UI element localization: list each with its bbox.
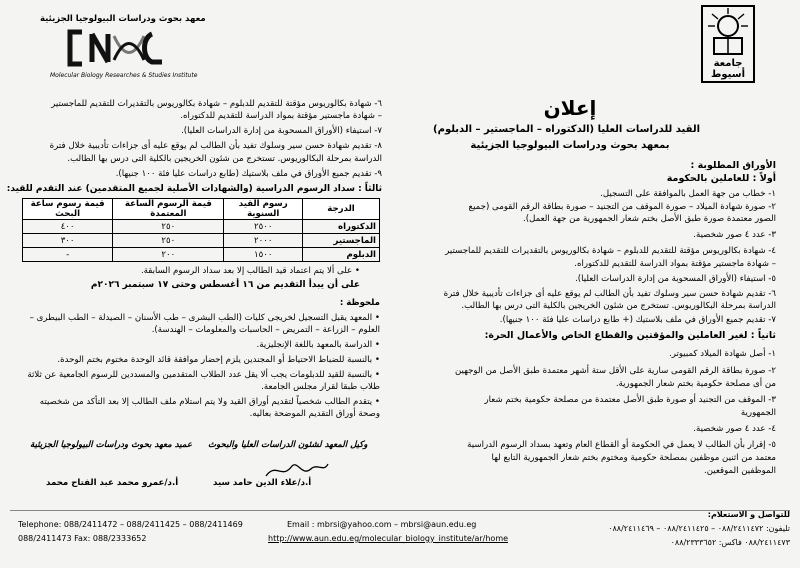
list-item: ٣- الموقف من التجنيد أو صورة طبق الأصل معتمدة من مصلحة حكومية بختم شعار [484,395,776,405]
list-item: الدراسة بمرحلة البكالوريوس. تستخرج من شئون الخريجين بالكلية التى درس بها الطالب. [461,301,776,311]
table-header-row [23,199,380,220]
table-row [23,248,380,262]
table-cell: ١٥٠٠ [224,248,303,262]
list-item: ١- خطاب من جهة العمل بالموافقة على التسجيل. [600,189,776,199]
fees-table [22,198,380,262]
table-cell: الماجستير [303,234,380,248]
list-item: ٩- تقديم جميع الأوراق في ملف بلاستيك (طابع دراسات عليا فئة ١٠٠ جنيها). [115,169,382,179]
announcement-title: إعلان [543,96,597,120]
dean-name: أ.د/عمرو محمد عبد الفتاح محمد [46,478,179,488]
list-item: ٧- تقديم جميع الأوراق في ملف بلاستيك (+ طابع دراسات عليا فئة ١٠٠ جنيها). [499,315,776,325]
list-item: ٨- تقديم شهادة حسن سير وسلوك تفيد بأن الطالب لم يوقع عليه أى جزاءات تأديبية خلال فترة [49,141,382,151]
table-row [23,220,380,234]
list-item: – شهادة ماجستير مؤقتة بمواد الدراسة للتقديم للدكتوراه. [574,259,776,269]
list-item: ٢- صورة بطاقة الرقم القومى سارية على الأقل ستة أشهر معتمدة طبق الأصل من الوجهين [455,366,776,376]
list-item: – شهادة ماجستير مؤقتة بمواد الدراسة للتقديم للدكتوراه. [180,111,382,121]
application-dates: على أن يبدأ التقديم من ١٦ أغسطس وحتى ١٧ سبتمبر ٢٠٢٦م [90,280,360,290]
list-item: ١- أصل شهادة الميلاد كمبيوتر. [668,349,776,359]
table-cell: ٤٠٠ [23,220,113,234]
list-item: ٤- شهادة بكالوريوس مؤقتة للتقديم للدبلوم – شهادة بكالوريوس بالتقديرات للتقديم للماجستير [445,246,776,256]
institute-logo-arabic-name: معهد بحوث ودراسات البيولوجيا الجزيئية [40,14,206,24]
institute-logo-english-name: Molecular Biology Researches & Studies Institute [50,72,198,79]
table-cell: ٢٠٠٠ [224,234,303,248]
list-item: • المعهد يقبل التسجيل لخريجى كليات (الطب البشرى – طب الأسنان – الصيدلة – الطب البيطرى – [29,313,380,323]
arabic-phone-fax: ٠٨٨/٢٤١١٤٧٣ فاكس: ٠٨٨/٢٣٣٣٦٥٢ [670,538,790,547]
list-item: من أى مصلحة حكومية بختم شعار الجمهورية. [615,379,776,389]
institute-logo [30,4,220,90]
university-logo-text: جامعة أسيوط [711,58,745,80]
dean-title: عميد معهد بحوث ودراسات البيولوجيا الجزيئية [30,440,192,450]
table-cell: - [23,248,113,262]
fees-note: • على ألا يتم اعتماد قيد الطالب إلا بعد سداد الرسوم السابقة. [140,266,360,276]
list-item: • بالنسبة للضباط الاحتياط أو المجندين يلزم إحضار موافقة قائد الوحدة مختوم بختم الوحدة. [57,355,380,365]
section1-title: أولاً : للعاملين بالحكومة [666,173,776,184]
footer-divider [10,510,790,511]
col-annual-fee: رسوم القيد السنوية [224,199,303,220]
university-logo [700,4,756,84]
table-cell: ٢٥٠ [113,234,224,248]
notes-heading: ملحوظة : [339,298,380,308]
vice-dean-name: أ.د/علاء الدين حامد سيد [213,478,312,488]
list-item: وصحة أوراق التقديم الموضحة بعاليه. [249,409,380,419]
arabic-phone-numbers: تليفون: ٠٨٨/٢٤١١٤٧٢ – ٠٨٨/٢٤١١٤٢٥ – ٠٨٨/٢٤١١٤٦٩ [608,524,790,533]
table-cell: ٣٠٠ [23,234,113,248]
col-credit-hour-fee: قيمة الرسوم الساعة المعتمدة [113,199,224,220]
col-research-hour-fee: قيمة رسوم ساعة البحث [23,199,113,220]
list-item: ٢- صورة شهادة الميلاد – صورة الموقف من التجنيد – صورة بطاقة الرقم القومى (جميع [468,202,776,212]
table-row [23,234,380,248]
list-item: الصور معتمدة صورة طبق الأصل بختم شعار الجمهورية من جهة العمل). [523,214,776,224]
dna-logo-icon [52,28,192,68]
institute-subtitle: بمعهد بحوث ودراسات البيولوجيا الجزيئية [470,140,670,151]
required-papers-heading: الأوراق المطلوبة : [690,160,776,171]
list-item: ٦- شهادة بكالوريوس مؤقتة للتقديم للدبلوم – شهادة بكالوريوس بالتقديرات للتقديم للماجستير [51,99,382,109]
fees-title: ثالثاً : سداد الرسوم الدراسية (والشهادات الأصلية لجميع المتقدمين) عند التقدم للقيد: [6,184,382,194]
email-address: Email : mbrsi@yahoo.com – mbrsi@aun.edu.eg [287,520,477,529]
website-link[interactable]: http://www.aun.edu.eg/molecular_biology_institute/ar/home [268,534,509,543]
list-item: ٥- استيفاء (الأوراق المسحوبة من إدارة الدراسات العليا). [575,274,776,284]
list-item: ٧- استيفاء (الأوراق المسحوبة من إدارة الدراسات العليا). [181,126,382,136]
contact-heading: للتواصل و الاستعلام: [707,510,790,519]
phone-numbers: Telephone: 088/2411472 – 088/2411425 – 088/2411469 [18,520,243,529]
list-item: ٣- عدد ٤ صور شخصية. [693,230,776,240]
phone-fax: 088/2411473 Fax: 088/2333652 [18,534,147,543]
col-degree: الدرجة [303,199,380,220]
table-cell: ٢٥٠٠ [224,220,303,234]
section2-title: ثانياً : لغير العاملين والمؤقتين والقطاع الخاص والأعمال الحرة: [484,330,776,341]
list-item: طلاب طبقا لقرار مجلس الجامعة. [261,382,380,392]
list-item: ٥- إقرار بأن الطالب لا يعمل في الحكومة أو القطاع العام وتعهد بسداد الرسوم الدراسية [467,440,776,450]
list-item: معتمد من اثنين موظفين بمصلحة حكومية ومختوم بختم شعار الجمهورية التابع لها [491,453,776,463]
list-item: ٤- عدد ٤ صور شخصية. [693,424,776,434]
list-item: العلوم – الزراعة – التمريض – الحاسبات والمعلومات – الهندسة). [151,325,380,335]
list-item: • يتقدم الطالب شخصياً لتقديم أوراق القيد ولا يتم استلام ملف الطالب إلا بعد التأكد من شخصيته [39,397,380,407]
announcement-subtitle: القيد للدراسات العليا (الدكتوراه – الماجستير – الدبلوم) [433,124,700,135]
list-item: • بالنسبة للقيد للدبلومات يجب ألا يقل عدد الطلاب المتقدمين والمسددين للرسوم الجامعية عن ثلاثة [27,370,380,380]
list-item: الدراسة بمرحلة البكالوريوس. تستخرج من شئون الخريجين بالكلية التى درس بها الطالب. [67,154,382,164]
list-item: ٦- تقديم شهادة حسن سير وسلوك تفيد بأن الطالب لم يوقع عليه أى جزاءات تأديبية خلال فترة [443,289,776,299]
vice-dean-title: وكيل المعهد لشئون الدراسات العليا والبحوث [208,440,368,450]
table-cell: ٢٥٠ [113,220,224,234]
table-cell: الدكتوراه [303,220,380,234]
list-item: • الدراسة بالمعهد باللغة الإنجليزية. [256,340,380,350]
table-cell: الدبلوم [303,248,380,262]
list-item: الجمهورية [740,408,776,418]
table-cell: ٢٠٠ [113,248,224,262]
list-item: الموظفين الموقعين. [703,466,776,476]
